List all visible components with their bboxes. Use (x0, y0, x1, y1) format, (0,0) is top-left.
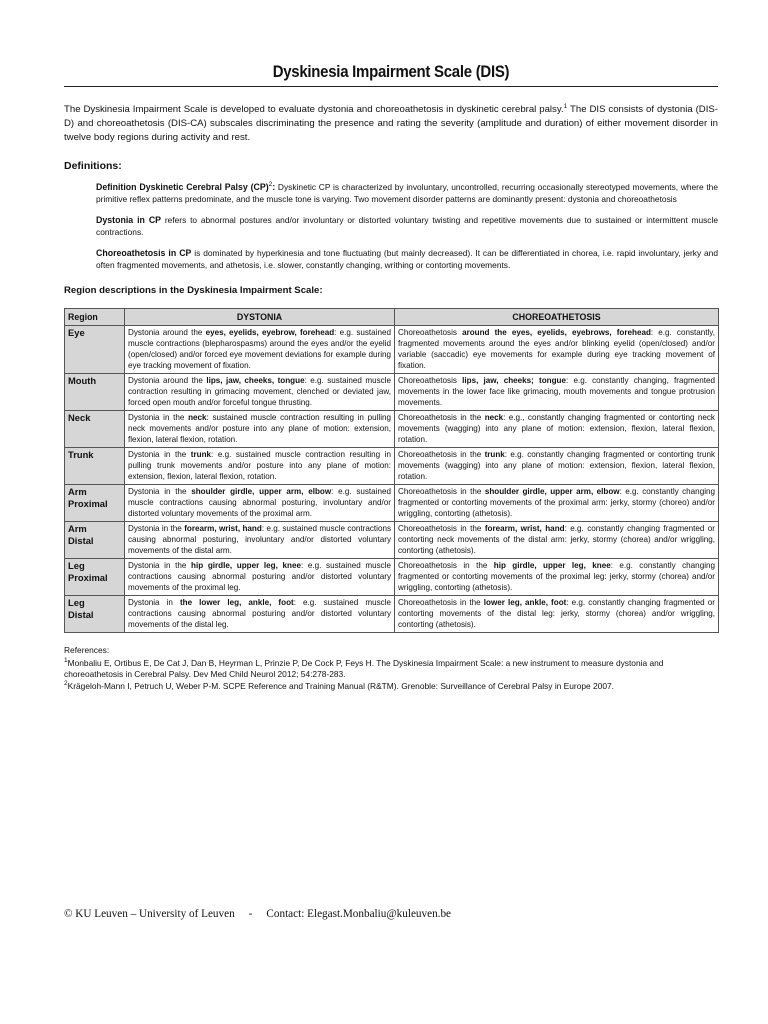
cell-text: Dystonia in the (128, 413, 189, 422)
choreoathetosis-cell (395, 326, 719, 374)
cell-text: : e.g. sustained muscle contractions causing abnormal posturing and/or distorted voluntary movements of the proximal leg. (128, 561, 392, 592)
cell-text: Choreoathetosis in the (398, 450, 485, 459)
cell-text: Choreoathetosis (398, 328, 463, 337)
cell-body-region-bold: eyes, eyelids, eyebrow, forehead (205, 328, 335, 337)
cell-text: Dystonia in the (128, 450, 191, 459)
dystonia-cell (125, 374, 395, 411)
table-row (65, 411, 719, 448)
cell-text: Choreoathetosis (398, 376, 463, 385)
cell-body-region-bold: trunk (484, 450, 505, 459)
table-row (65, 326, 719, 374)
dystonia-cell (125, 559, 395, 596)
document-page (64, 0, 718, 692)
intro-footnote-marker: 1 (563, 102, 568, 110)
definition-cp (96, 181, 718, 205)
cell-text: : e.g. constantly changing fragmented or contorting movements of the proximal arm: jerky, stormy (choreo) and/or wriggling, contorting (athetosis). (398, 487, 715, 518)
cell-text: : e.g., constantly changing fragmented or contorting neck movements (wagging) into any plane of motion: extension, flexion, lateral flexion, rotation. (398, 413, 715, 444)
cell-body-region-bold: trunk (190, 450, 212, 459)
cell-body-region-bold: neck (484, 413, 504, 422)
definition-dystonia-text: refers to abnormal postures and/or involuntary or distorted voluntary twisting and repetitive movements due to sustained or intermittent muscle contractions. (96, 215, 718, 237)
cell-body-region-bold: shoulder girdle, upper arm, elbow (484, 487, 620, 496)
cell-body-region-bold: around the eyes, eyelids, eyebrows, forehead (462, 328, 651, 337)
cell-body-region-bold: lips, jaw, cheeks; tongue (462, 376, 567, 385)
definition-choreoathetosis-text: is dominated by hyperkinesia and tone fluctuating (but mainly decreased). It can be differentiated in chorea, i.e. rapid involuntary, jerky and often fragmented movements, and athetosis, i.e. slower, constantly changing, writhing or contorting movements. (96, 248, 718, 270)
cell-text: Dystonia in (128, 598, 180, 607)
page-footer (64, 908, 451, 920)
cell-text: : e.g. sustained muscle contractions (blepharospasms) around the eyes and/or the eyelid (open/closed) and/or forced eye movement deviations for example during eye tracking movement of fixation. (128, 328, 391, 370)
cell-body-region-bold: hip girdle, upper leg, knee (191, 561, 301, 570)
reference-item-1 (64, 658, 718, 681)
cell-body-region-bold: lower leg, ankle, foot (483, 598, 567, 607)
references (64, 645, 718, 692)
table-row (65, 522, 719, 559)
table-row (65, 485, 719, 522)
intro-text-2: The DIS consists of dystonia (DIS-D) and choreoathetosis (DIS-CA) subscales discriminating the presence and rating the severity (amplitude and duration) of either movement disorder in twelve body regions during activity and rest. (64, 104, 718, 143)
reference-text: Krägeloh-Mann I, Petruch U, Weber P-M. SCPE Reference and Training Manual (R&TM). Grenoble: Surveillance of Cerebral Palsy in Europe 2007. (67, 680, 614, 691)
cell-body-region-bold: the lower leg, ankle, foot (179, 598, 294, 607)
cell-text: : e.g. sustained muscle contraction resulting in grimacing movement, clenched or deviated jaw, forced open mouth and/or forceful tongue thrusting. (128, 376, 391, 407)
cell-text: : e.g. constantly changing fragmented or contorting movements of the distal leg: jerky, stormy (chorea) and/or wriggling, contorting (athetosis). (398, 598, 715, 629)
cell-text: : e.g. sustained muscle contraction resulting in pulling trunk movements and/or posture into any plane of motion: extension, flexion, lateral flexion, rotation. (128, 450, 391, 481)
header-region: Region (65, 309, 125, 326)
cell-text: Dystonia around the (128, 376, 207, 385)
cell-text: : e.g. constantly, fragmented movements around the eyes and/or blinking eyelid (open/closed) and/or variable (saccadic) eye movements for example during eye tracking movement of fixation. (398, 328, 715, 370)
dystonia-cell (125, 596, 395, 633)
cell-text: Dystonia around the (128, 328, 206, 337)
definition-dystonia-term: Dystonia in CP (96, 215, 162, 225)
header-dystonia: DYSTONIA (125, 309, 395, 326)
cell-text: Dystonia in the (128, 487, 192, 496)
table-row (65, 374, 719, 411)
cell-text: : e.g. sustained muscle contractions causing abnormal posturing, involuntary and/or distorted voluntary movements of the proximal arm. (128, 487, 391, 518)
cell-body-region-bold: neck (188, 413, 207, 422)
cell-text: Dystonia in the (128, 561, 192, 570)
region-cell: Eye (65, 326, 125, 374)
title-rule (64, 86, 718, 87)
reference-number: 1 (64, 656, 68, 664)
dystonia-cell (125, 485, 395, 522)
dystonia-cell (125, 448, 395, 485)
cell-body-region-bold: shoulder girdle, upper arm, elbow (191, 487, 332, 496)
region-cell: Neck (65, 411, 125, 448)
definitions-heading: Definitions: (64, 160, 122, 172)
region-cell: Leg Proximal (65, 559, 125, 596)
choreoathetosis-cell (395, 559, 719, 596)
region-cell: Mouth (65, 374, 125, 411)
choreoathetosis-cell (395, 448, 719, 485)
cell-text: Choreoathetosis in the (398, 598, 484, 607)
cell-text: : e.g. constantly changing fragmented or contorting movements of the proximal leg: jerky, stormy (chorea) and/or wriggling, contorting (athetosis). (398, 561, 715, 592)
choreoathetosis-cell (395, 522, 719, 559)
definition-cp-text: Dyskinetic CP is characterized by involuntary, uncontrolled, recurring occasionally stereotyped movements, where the primitive reflex patterns predominate, and the muscle tone is varying. Two movement disorder patterns are dominantly present: dystonia and choreoathetosis (96, 182, 718, 204)
reference-item-2 (64, 681, 718, 693)
footer-separator: - (248, 908, 253, 920)
cell-text: Choreoathetosis in the (398, 487, 485, 496)
footer-contact: Contact: Elegast.Monbaliu@kuleuven.be (266, 908, 452, 920)
cell-text: : e.g. sustained muscle contractions causing abnormal posturing, involuntary and/or distorted voluntary movements of the distal arm. (128, 524, 391, 555)
definition-choreoathetosis (96, 247, 718, 271)
region-cell: Arm Distal (65, 522, 125, 559)
cell-text: : sustained muscle contraction resulting in pulling neck movements and/or posture into any plane of motion: extension, flexion, lateral flexion, rotation. (128, 413, 391, 444)
cell-text: Choreoathetosis in the (398, 524, 485, 533)
table-row (65, 448, 719, 485)
choreoathetosis-cell (395, 485, 719, 522)
cell-text: : e.g. constantly changing, fragmented movements in the lower face like grimacing, mouth movements and tongue protrusion movements. (398, 376, 715, 407)
table-row (65, 596, 719, 633)
table-row (65, 559, 719, 596)
cell-text: : e.g. constantly changing fragmented or contorting trunk movements (wagging) into any plane of motion: extension, flexion, lateral flexion, rotation. (398, 450, 715, 481)
cell-body-region-bold: hip girdle, upper leg, knee (493, 561, 611, 570)
region-cell: Leg Distal (65, 596, 125, 633)
cell-text: Choreoathetosis in the (398, 561, 494, 570)
intro-paragraph (64, 103, 718, 145)
reference-number: 2 (64, 679, 68, 687)
region-descriptions-heading: Region descriptions in the Dyskinesia Impairment Scale: (64, 285, 323, 296)
cell-text: : e.g. sustained muscle contractions causing abnormal posturing and/or distorted voluntary movements of the distal leg. (128, 598, 391, 629)
region-cell: Trunk (65, 448, 125, 485)
definition-cp-term: Definition Dyskinetic Cerebral Palsy (CP) (96, 182, 269, 192)
definition-cp-colon: : (272, 182, 276, 192)
footer-organization: © KU Leuven – University of Leuven (64, 908, 235, 920)
choreoathetosis-cell (395, 596, 719, 633)
choreoathetosis-cell (395, 411, 719, 448)
cell-body-region-bold: forearm, wrist, hand (184, 524, 262, 533)
cell-text: Dystonia in the (128, 524, 185, 533)
header-choreoathetosis: CHOREOATHETOSIS (395, 309, 719, 326)
definition-choreoathetosis-term: Choreoathetosis in CP (96, 248, 192, 258)
cell-text: Choreoathetosis in the (398, 413, 485, 422)
cell-body-region-bold: forearm, wrist, hand (484, 524, 565, 533)
region-descriptions-table (64, 308, 719, 633)
dystonia-cell (125, 522, 395, 559)
table-header-row (65, 309, 719, 326)
page-title: Dyskinesia Impairment Scale (DIS) (272, 62, 510, 81)
intro-text-1: The Dyskinesia Impairment Scale is developed to evaluate dystonia and choreoathetosis in dyskinetic cerebral palsy. (64, 104, 564, 115)
choreoathetosis-cell (395, 374, 719, 411)
dystonia-cell (125, 326, 395, 374)
references-heading: References: (64, 645, 110, 655)
cell-body-region-bold: lips, jaw, cheeks, tongue (206, 376, 305, 385)
region-cell: Arm Proximal (65, 485, 125, 522)
reference-text: Monbaliu E, Ortibus E, De Cat J, Dan B, Heyrman L, Prinzie P, De Cock P, Feys H. The Dyskinesia Impairment Scale: a new instrument to measure dystonia and choreoathetosis in Cerebral Palsy. Dev Med Child Neurol 2012; 54:278-283. (64, 657, 664, 679)
definition-dystonia (96, 214, 718, 238)
definition-cp-footnote-marker: 2 (268, 181, 273, 189)
dystonia-cell (125, 411, 395, 448)
cell-text: : e.g. constantly changing fragmented or contorting neck movements of the distal arm: jerky, stormy (chorea) and/or wriggling, contorting (athetosis). (398, 524, 715, 555)
